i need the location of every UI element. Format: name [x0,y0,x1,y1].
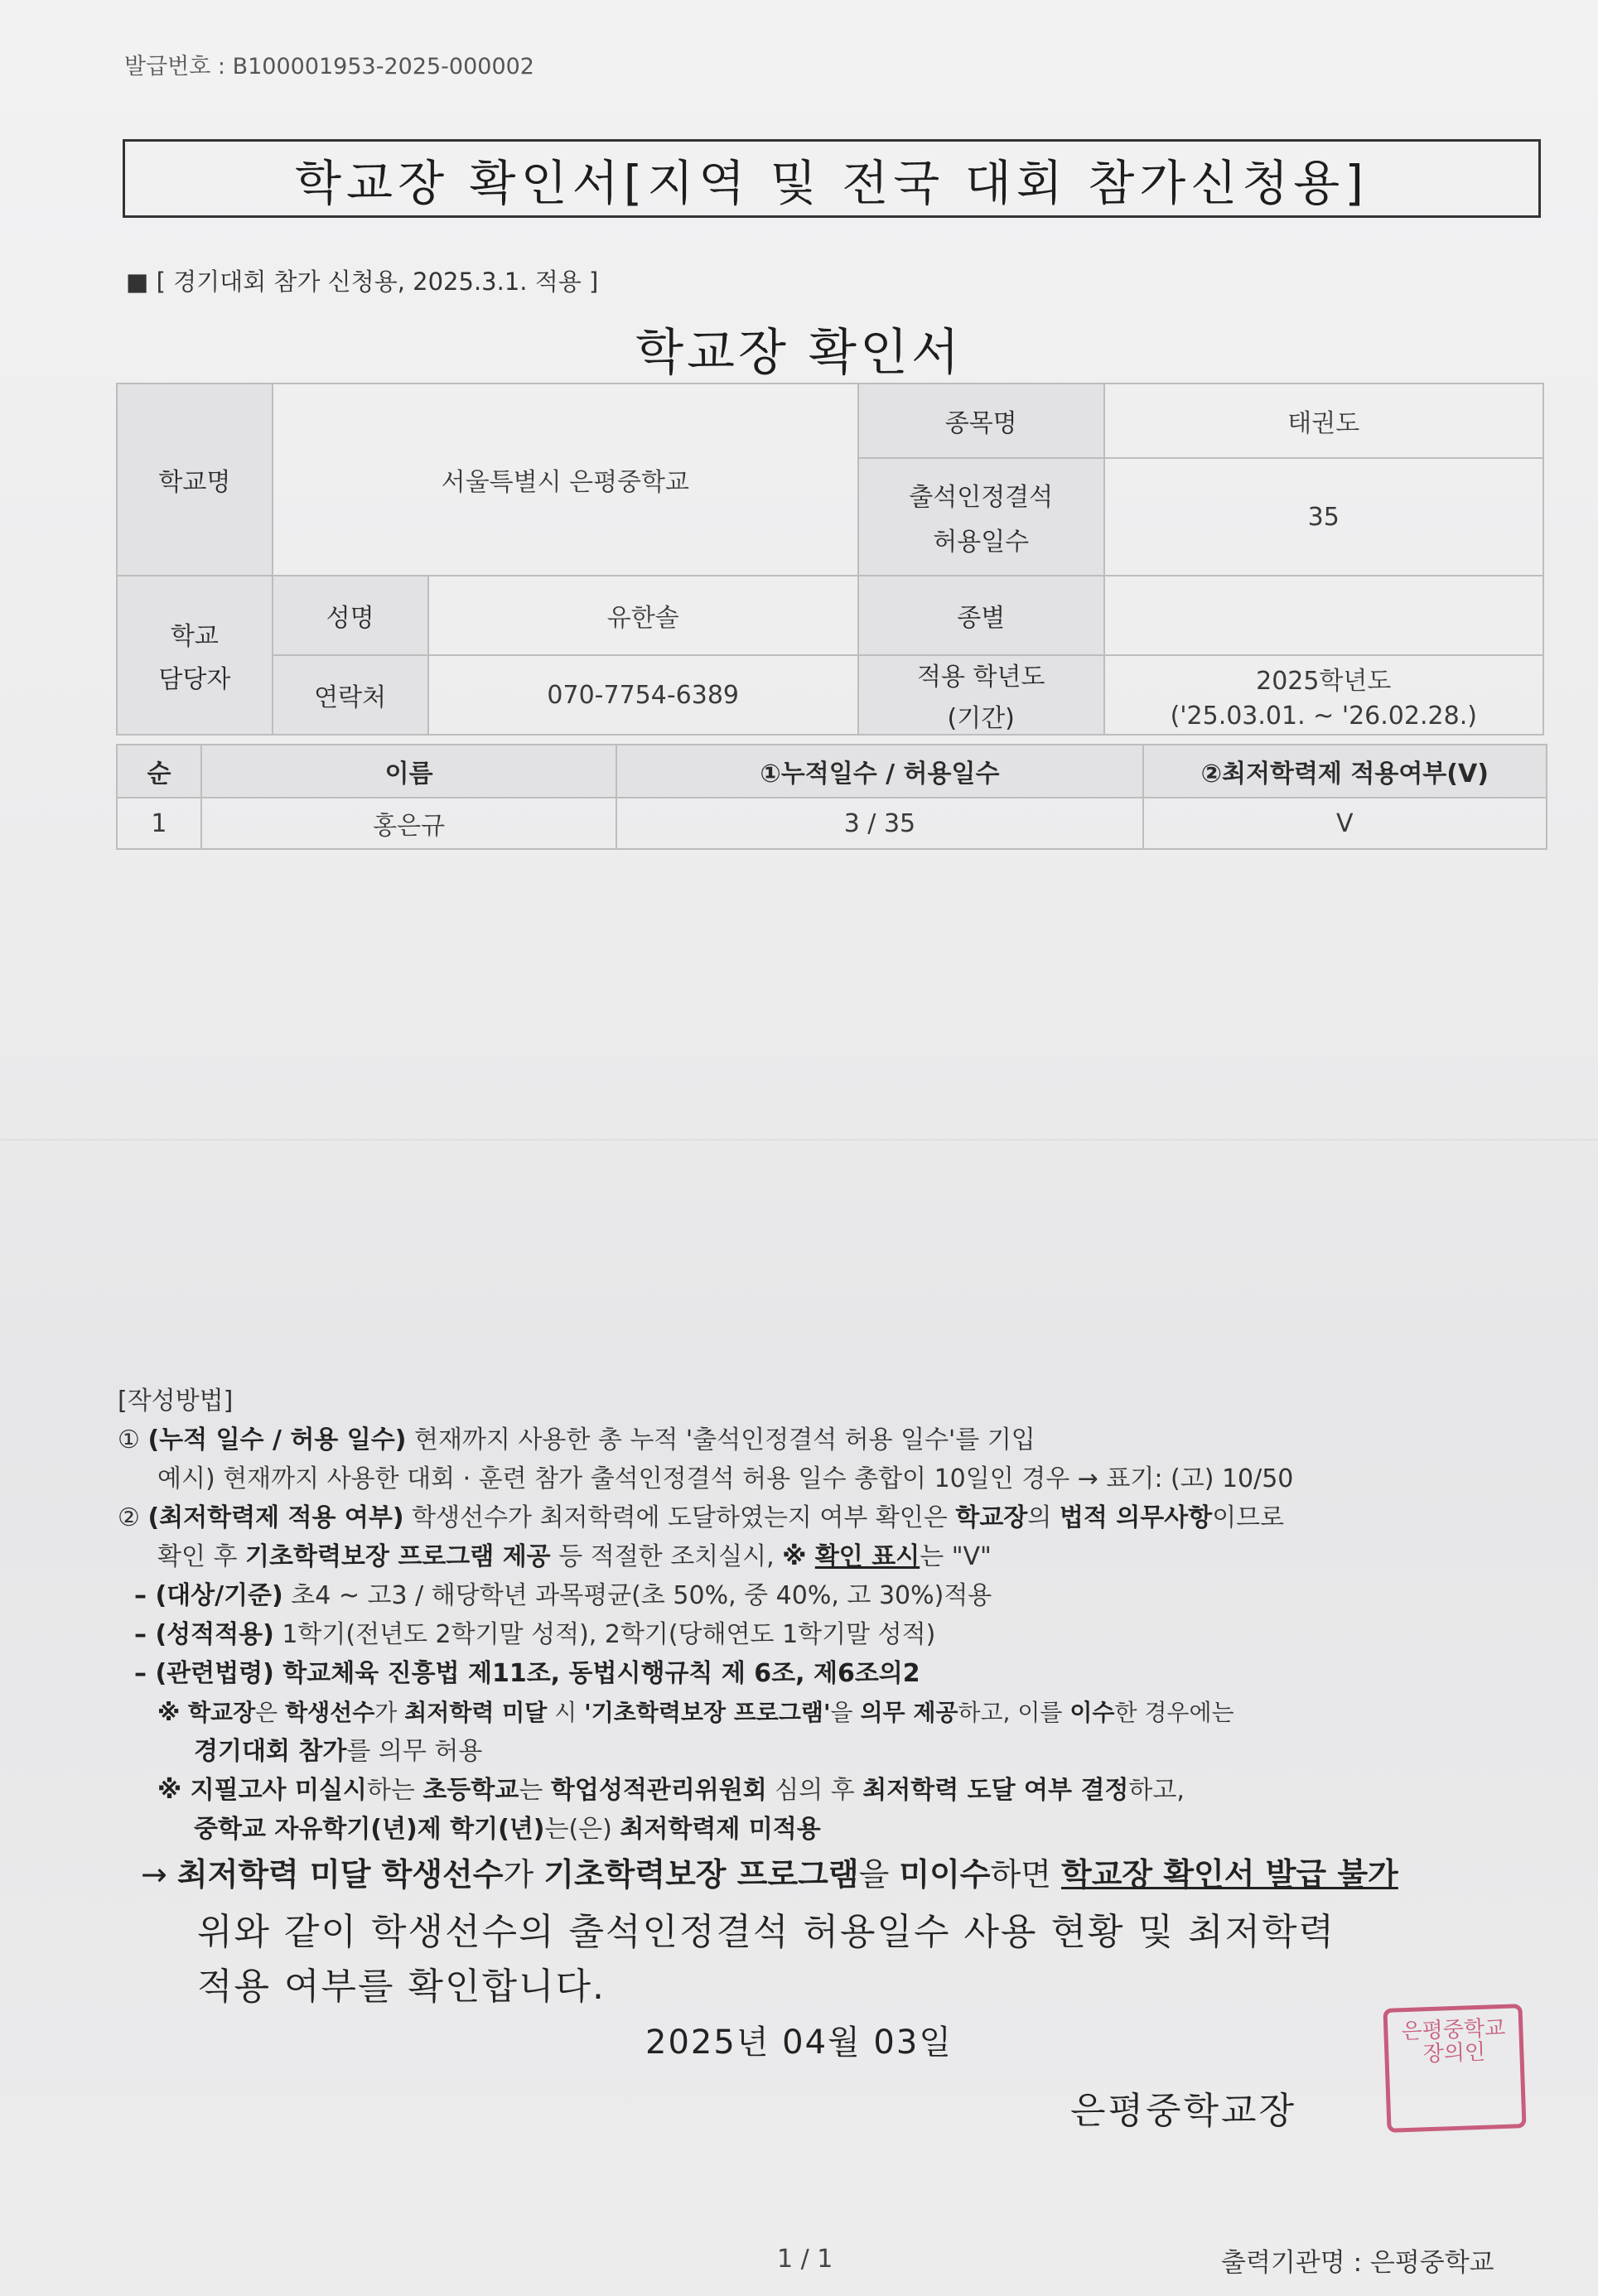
instruction-line-11 [118,1810,1542,1849]
row-no: 1 [117,798,201,849]
l8-bold-a: ※ 학교장 [157,1699,256,1726]
l8-text-f: 한 경우에는 [1114,1699,1234,1726]
l10-bold-d: 최저학력 도달 여부 결정 [862,1776,1129,1805]
l8-text-c: 시 [547,1699,585,1726]
l8-bold-f: 이수 [1069,1699,1115,1726]
absence-value: 35 [1104,458,1543,576]
l4-bold-a: 기초학력보장 프로그램 제공 [245,1542,551,1571]
l8-bold-c: 최저학력 미달 [404,1699,548,1726]
l10-bold-c: 학업성적관리위원회 [550,1776,767,1805]
conclusion-part4: 을 [858,1856,900,1893]
l11-bold-b: 최저학력제 미적용 [620,1815,821,1844]
l1-text: 현재까지 사용한 총 누적 '출석인정결석 허용 일수'를 기입 [406,1425,1036,1454]
official-seal-icon [1383,2004,1526,2133]
l4-text-a: 확인 후 [157,1542,246,1571]
conclusion-part1: 최저학력 미달 학생선수 [176,1856,504,1893]
l9-bold: 경기대회 참가 [194,1737,347,1766]
row-days: 3 / 35 [616,798,1142,849]
category-label: 종별 [858,576,1104,655]
l7-bold: – (관련법령) 학교체육 진흥법 제11조, 동법시행규칙 제 6조, 제6조의2 [134,1659,920,1688]
col-header-name: 이름 [201,745,616,798]
confirmation-statement [197,1905,1335,2014]
l11-text-a: 는(은) [544,1815,620,1844]
table-row [117,798,1547,849]
absence-label [858,458,1104,576]
l5-bold: – (대상/기준) [134,1581,283,1610]
event-label: 종목명 [858,383,1104,458]
l3-bold-c: 법적 의무사항 [1059,1503,1213,1532]
seal-text: 은평중학교장의인 [1401,2015,1506,2067]
school-label: 학교명 [117,383,273,576]
instruction-line-6 [118,1615,1542,1654]
l10-text-d: 하고, [1128,1776,1185,1805]
l8-text-a: 은 [255,1699,286,1726]
l3-bold: (최저학력제 적용 여부) [147,1503,404,1532]
statement-line1: 위와 같이 학생선수의 출석인정결석 허용일수 사용 현황 및 최저학력 [197,1911,1335,1953]
name-label: 성명 [273,576,428,655]
student-table [116,744,1547,850]
l1-bold: (누적 일수 / 허용 일수) [147,1425,407,1454]
contact-group-line2: 담당자 [158,665,231,694]
issue-date: 2025년 04월 03일 [645,2023,953,2062]
num-2: ② [118,1503,140,1532]
year-label-line2: (기간) [947,704,1015,733]
l3-text-b: 의 [1027,1503,1060,1532]
phone-label: 연락처 [273,655,428,735]
num-1: ① [118,1425,140,1454]
document-title: 학교장 확인서[지역 및 전국 대회 참가신청용] [123,139,1541,218]
year-value [1104,655,1543,735]
l3-text-c: 이므로 [1212,1503,1285,1532]
statement-line2: 적용 여부를 확인합니다. [197,1966,606,2008]
page-number: 1 / 1 [777,2245,833,2274]
l8-text-e: 하고, 이를 [958,1699,1070,1726]
row-name: 홍은규 [201,798,616,849]
l10-bold-b: 초등학교 [422,1776,519,1805]
event-value: 태권도 [1104,383,1543,458]
instruction-line-10 [118,1771,1542,1810]
instructions-title: [작성방법] [118,1387,234,1416]
l6-text: 1학기(전년도 2학기말 성적), 2학기(당해연도 1학기말 성적) [273,1620,936,1649]
l10-text-c: 심의 후 [766,1776,863,1805]
signer: 은평중학교장 [1070,2090,1297,2132]
l5-text: 초4 ~ 고3 / 해당학년 과목평균(초 50%, 중 40%, 고 30%)적용 [282,1581,992,1610]
conclusion-part2: 가 [503,1856,544,1893]
output-organization: 출력기관명 : 은평중학교 [1221,2248,1494,2278]
l8-text-d: 을 [830,1699,861,1726]
instruction-line-1 [118,1421,1542,1459]
l10-text-a: 하는 [366,1776,423,1805]
year-value-line1: 2025학년도 [1256,666,1392,696]
school-value: 서울특별시 은평중학교 [273,383,858,576]
l9-text: 를 의무 허용 [346,1737,483,1766]
conclusion-part3: 기초학력보장 프로그램 [543,1856,859,1893]
l4-bold-b: ※ [782,1542,815,1571]
l10-text-b: 는 [519,1776,551,1805]
col-header-days: ①누적일수 / 허용일수 [616,745,1142,798]
l8-text-b: 가 [374,1699,405,1726]
year-label-line1: 적용 학년도 [916,663,1045,692]
row-applied: V [1143,798,1547,849]
instruction-line-8 [118,1693,1542,1732]
l11-bold-a: 중학교 자유학기(년)제 학기(년) [194,1815,545,1844]
l8-bold-b: 학생선수 [285,1699,375,1726]
instruction-line-3 [118,1498,1542,1537]
conclusion-line [141,1849,1398,1894]
absence-label-line1: 출석인정결석 [909,483,1054,512]
instruction-line-4 [118,1537,1542,1576]
year-value-line2: ('25.03.01. ~ '26.02.28.) [1170,701,1477,731]
l4-text-c: 는 "V" [920,1542,992,1571]
conclusion-part7: 학교장 확인서 발급 불가 [1061,1856,1398,1893]
l10-bold-a: ※ 지필고사 미실시 [157,1776,367,1805]
col-header-applied: ②최저학력제 적용여부(V) [1143,745,1547,798]
col-header-no: 순 [117,745,201,798]
instruction-line-7 [118,1654,1542,1693]
instruction-line-2: 예시) 현재까지 사용한 대회 · 훈련 참가 출석인정결석 허용 일수 총합이 10일인 경우 → 표기: (고) 10/50 [157,1464,1294,1493]
info-table [116,383,1544,736]
conclusion-part5: 미이수 [899,1856,991,1893]
category-value [1104,576,1543,655]
form-heading: 학교장 확인서 [635,324,963,382]
phone-value: 070-7754-6389 [428,655,858,735]
l3-bold-b: 학교장 [955,1503,1028,1532]
issue-number: 발급번호 : B100001953-2025-000002 [124,54,534,80]
l8-bold-e: 의무 제공 [860,1699,958,1726]
contact-group-line1: 학교 [170,622,219,651]
l6-bold: – (성적적용) [134,1620,274,1649]
absence-label-line2: 허용일수 [933,528,1030,557]
name-value: 유한솔 [428,576,858,655]
l4-bold-u: 확인 표시 [814,1542,920,1571]
l3-text-a: 학생선수가 최저학력에 도달하였는지 여부 확인은 [403,1503,956,1532]
l4-text-b: 등 적절한 조치실시, [550,1542,783,1571]
conclusion-arrow: → [141,1856,177,1893]
contact-group-label [117,576,273,735]
conclusion-part6: 하면 [990,1856,1061,1893]
instructions [118,1382,1542,1849]
instruction-line-5 [118,1576,1542,1615]
l8-bold-d: '기초학력보장 프로그램' [584,1699,831,1726]
paper-fold [0,1139,1598,1141]
year-label [858,655,1104,735]
instruction-line-9 [118,1732,1542,1771]
subtitle: ■ [ 경기대회 참가 신청용, 2025.3.1. 적용 ] [126,268,599,296]
